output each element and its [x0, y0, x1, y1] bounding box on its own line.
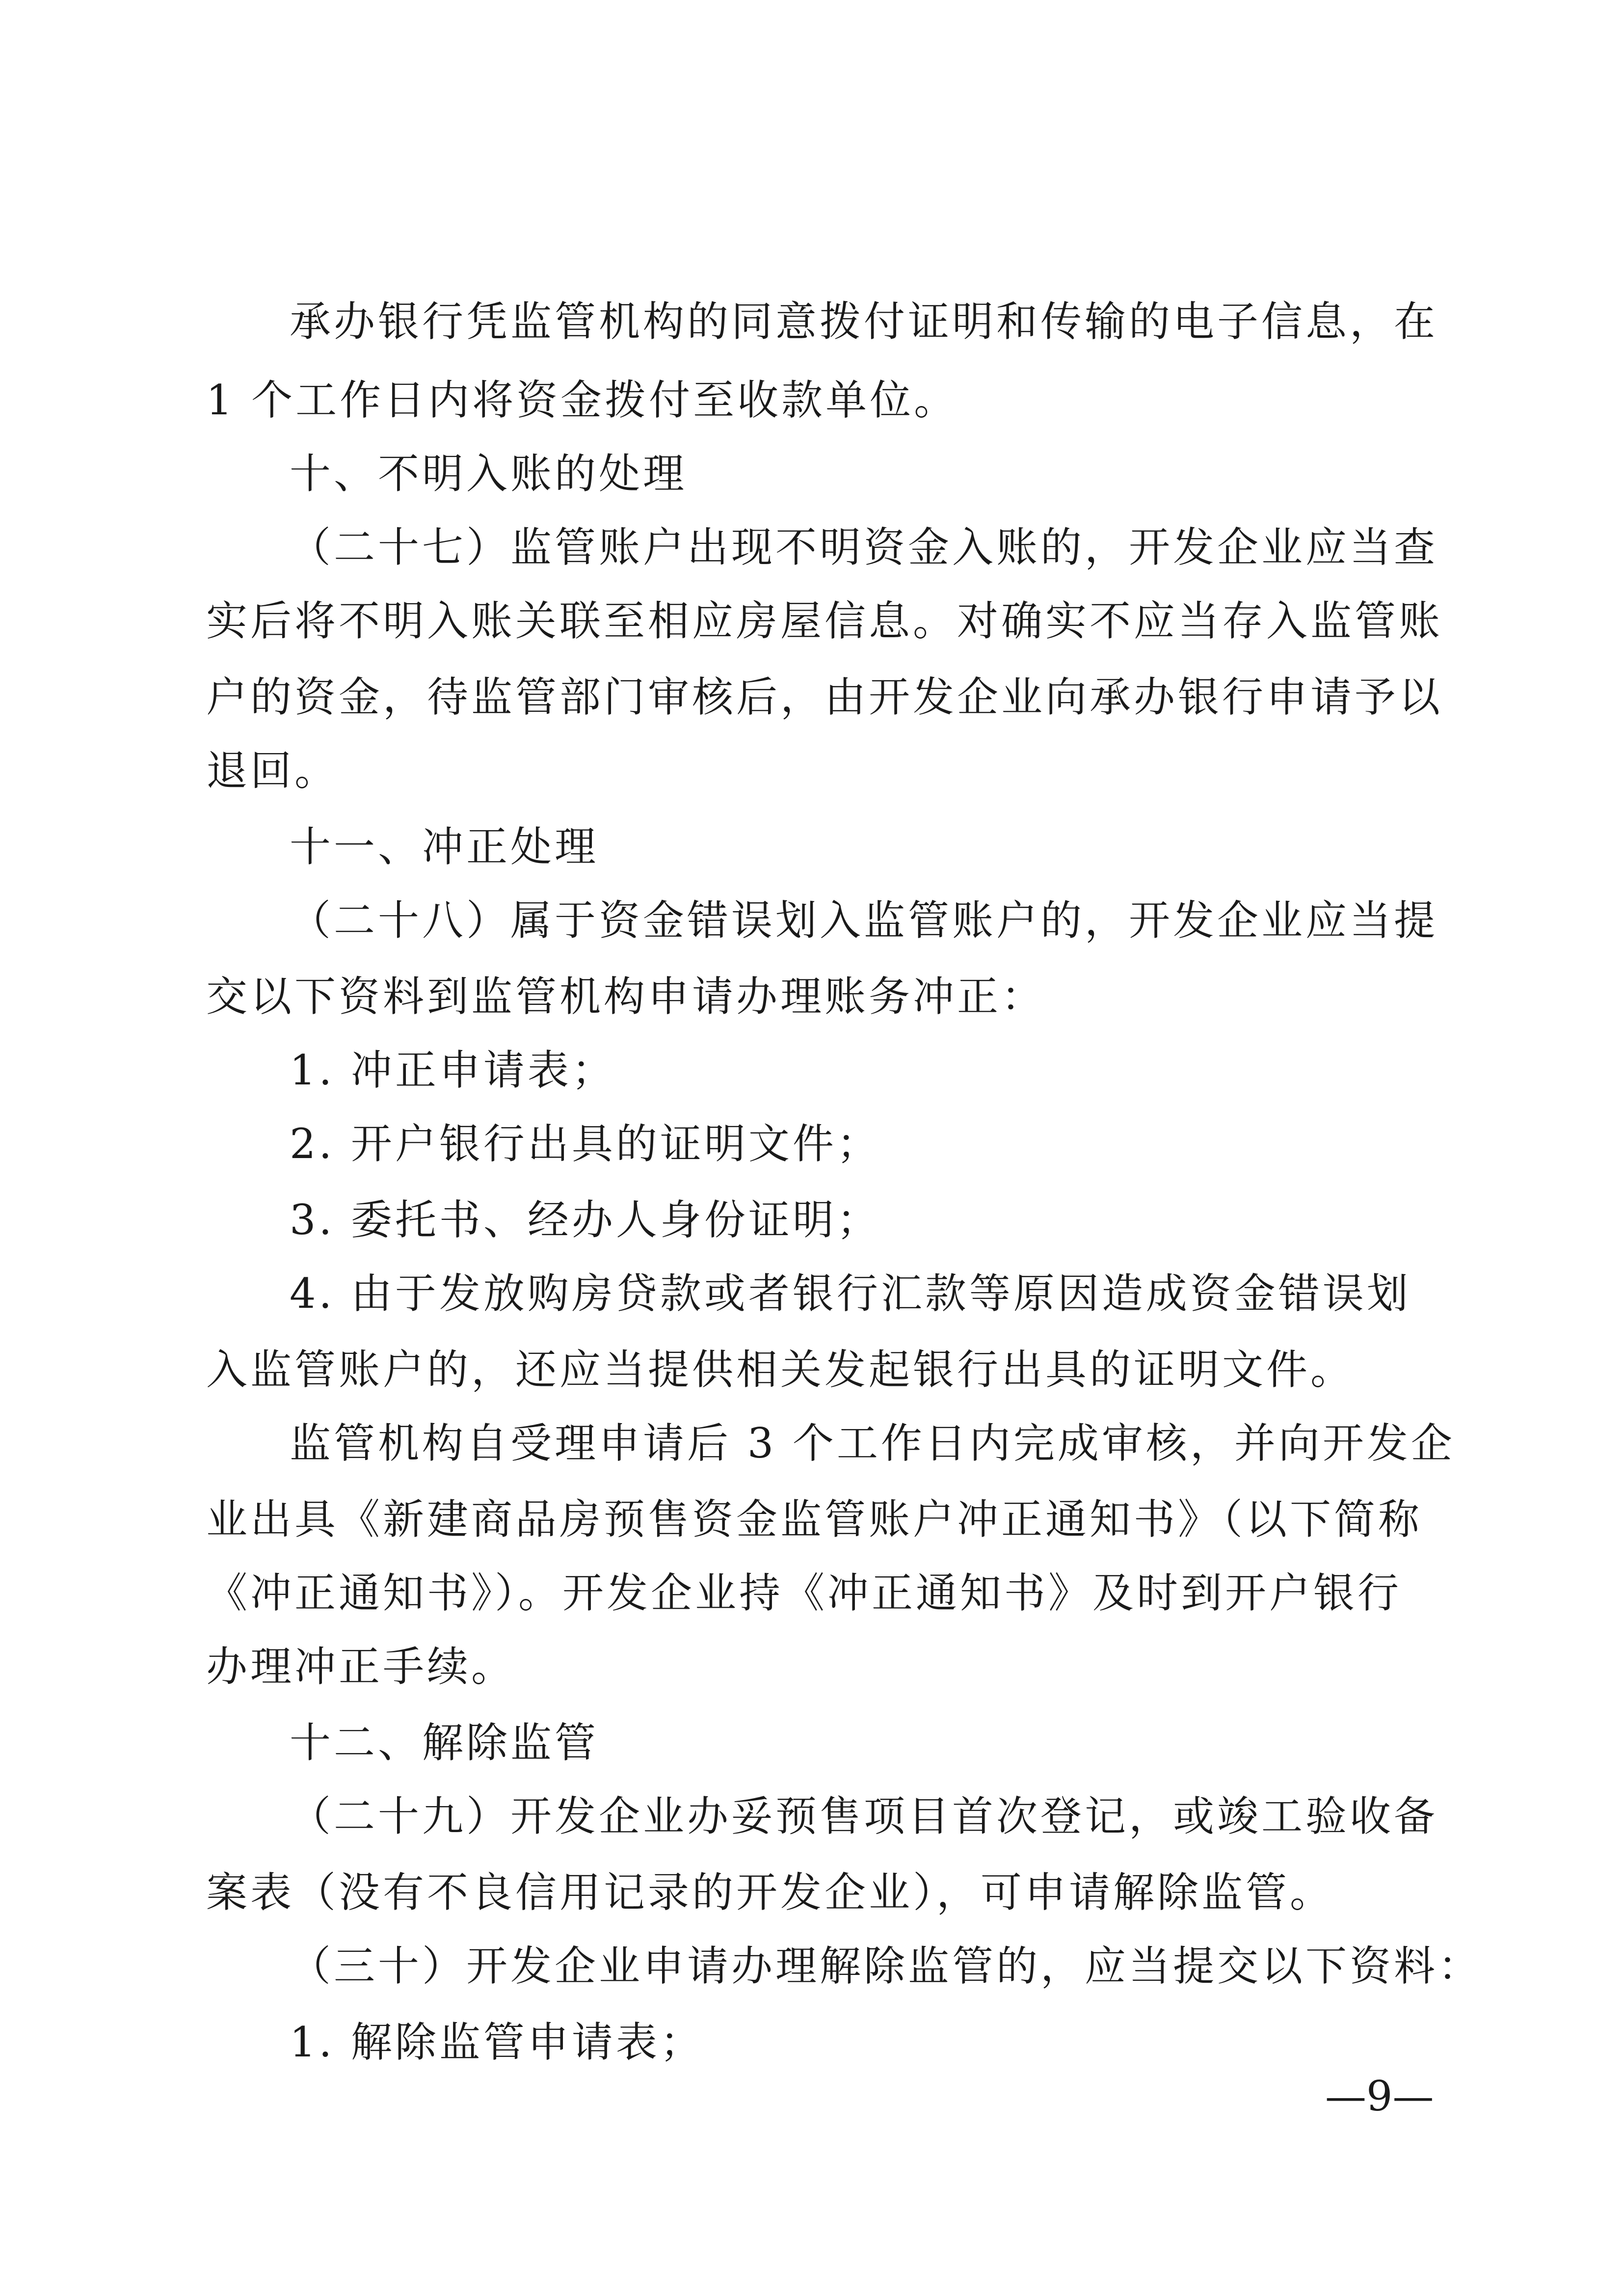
paragraph-line: 监管机构自受理申请后 3 个工作日内完成审核，并向开发企 — [290, 1419, 1455, 1467]
paragraph-line: （二十九）开发企业办妥预售项目首次登记，或竣工验收备 — [290, 1792, 1438, 1840]
section-heading: 十、不明入账的处理 — [290, 450, 688, 498]
list-item: 1. 冲正申请表； — [290, 1046, 616, 1094]
list-item: 4. 由于发放购房贷款或者银行汇款等原因造成资金错误划 — [290, 1270, 1411, 1318]
list-item: 3. 委托书、经办人身份证明； — [290, 1196, 881, 1244]
paragraph-line: 案表（没有不良信用记录的开发企业），可申请解除监管。 — [206, 1868, 1334, 1917]
list-item: 1. 解除监管申请表； — [290, 2018, 704, 2066]
paragraph-line: 实后将不明入账关联至相应房屋信息。对确实不应当存入监管账 — [206, 597, 1443, 645]
paragraph-line: 《冲正通知书》）。开发企业持《冲正通知书》及时到开户银行 — [206, 1569, 1402, 1617]
paragraph-line: 业出具《新建商品房预售资金监管账户冲正通知书》（以下简称 — [206, 1495, 1423, 1543]
paragraph-line: 退回。 — [206, 747, 339, 795]
section-heading: 十二、解除监管 — [290, 1719, 599, 1767]
paragraph-line: 承办银行凭监管机构的同意拨付证明和传输的电子信息，在 — [290, 297, 1438, 346]
paragraph-line: 交以下资料到监管机构申请办理账务冲正： — [206, 972, 1046, 1021]
paragraph-line: 办理冲正手续。 — [206, 1643, 516, 1691]
paragraph-line: （二十八）属于资金错误划入监管账户的，开发企业应当提 — [290, 896, 1438, 945]
page-number: —9— — [1325, 2072, 1434, 2120]
paragraph-line: 入监管账户的，还应当提供相关发起银行出具的证明文件。 — [206, 1346, 1355, 1394]
paragraph-line: （二十七）监管账户出现不明资金入账的，开发企业应当查 — [290, 523, 1438, 571]
list-item: 2. 开户银行出具的证明文件； — [290, 1120, 881, 1168]
paragraph-line: 1 个工作日内将资金拨付至收款单位。 — [206, 376, 958, 424]
section-heading: 十一、冲正处理 — [290, 823, 599, 871]
paragraph-line: （三十）开发企业申请办理解除监管的，应当提交以下资料： — [290, 1942, 1483, 1990]
paragraph-line: 户的资金，待监管部门审核后，由开发企业向承办银行申请予以 — [206, 673, 1443, 721]
